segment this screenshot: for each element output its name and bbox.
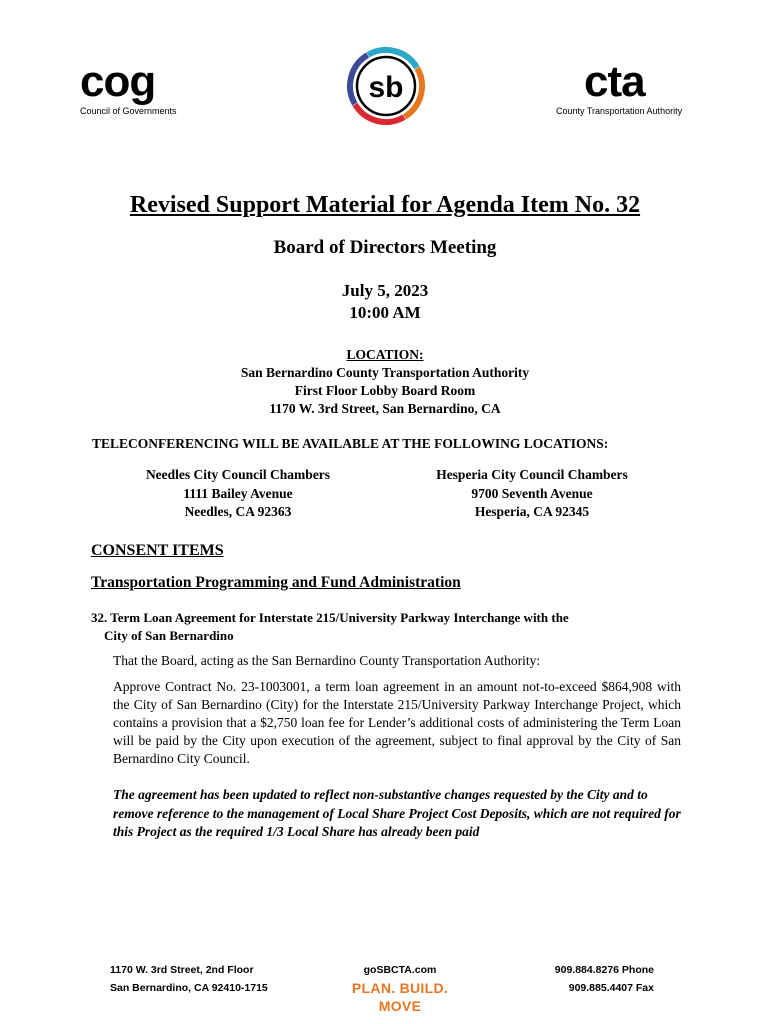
meeting-name: Board of Directors Meeting [273,237,497,258]
sb-logo [346,46,426,126]
teleconference-heading: TELECONFERENCING WILL BE AVAILABLE AT THE FOLLOWING LOCATIONS: [92,436,609,451]
cta-logo-mark: cta [584,57,645,106]
footer-phone: 909.884.8276 Phone [554,964,654,976]
footer-website-block [330,961,470,1015]
cog-logo [80,57,200,116]
teleconference-line: 9700 Seventh Avenue [471,485,593,501]
cog-logo-caption: Council of Governments [80,106,177,116]
document-title: Revised Support Material for Agenda Item No. 32 [129,192,641,218]
teleconference-line: Hesperia City Council Chambers [436,467,628,482]
footer-fax: 909.885.4407 Fax [568,982,654,994]
teleconference-location-hesperia [402,466,662,522]
footer-tagline: PLAN. BUILD. MOVE [351,980,449,1014]
footer-website: goSBCTA.com [363,964,437,976]
recommendation-intro: That the Board, acting as the San Bernardino County Transportation Authority: [113,653,541,668]
footer-address-line: San Bernardino, CA 92410-1715 [110,982,268,994]
sb-logo-mark: sb [368,71,404,104]
footer-address-line: 1170 W. 3rd Street, 2nd Floor [110,964,254,976]
revision-note: The agreement has been updated to reflect non-substantive changes requested by the City and to remove reference to the management of Local Share Project Cost Deposits, which are not required for this Project as the required 1/3 Local Share has already been paid [113,787,681,839]
consent-items-heading: CONSENT ITEMS [91,542,224,559]
meeting-time: 10:00 AM [349,303,421,322]
teleconference-line: Needles City Council Chambers [145,467,331,482]
section-heading: Transportation Programming and Fund Administration [91,574,461,591]
location-block [0,346,770,418]
location-heading: LOCATION: [346,347,424,362]
agenda-item-line: 32. Term Loan Agreement for Interstate 215/University Parkway Interchange with the [91,610,569,625]
recommendation-text: Approve Contract No. 23-1003001, a term loan agreement in an amount not-to-exceed $864,908 with the City of San Bernardino (City) for the Interstate 215/University Parkway Interchange Project, which contains a provision that a $2,750 loan fee for Lender’s additional costs of administering the Term Loan will be paid by the City upon execution of the agreement, subject to final approval by the City of San Bernardino City Council. [113,679,681,766]
teleconference-line: 1111 Bailey Avenue [183,485,293,501]
meeting-datetime [0,280,770,324]
footer-address [110,961,268,997]
agenda-item-line: City of San Bernardino [104,628,234,643]
cog-logo-mark: cog [80,57,156,106]
teleconference-location-needles [108,466,368,522]
agenda-item-title [91,609,691,645]
cta-logo-caption: County Transportation Authority [556,106,683,116]
teleconference-line: Needles, CA 92363 [184,504,292,519]
teleconference-line: Hesperia, CA 92345 [474,504,590,519]
meeting-date: July 5, 2023 [341,281,429,300]
footer-contact [520,961,654,997]
location-line: 1170 W. 3rd Street, San Bernardino, CA [269,401,501,416]
location-line: San Bernardino County Transportation Authority [240,365,530,380]
location-line: First Floor Lobby Board Room [294,383,476,398]
cta-logo [556,57,706,116]
sb-logo-icon [346,46,426,126]
